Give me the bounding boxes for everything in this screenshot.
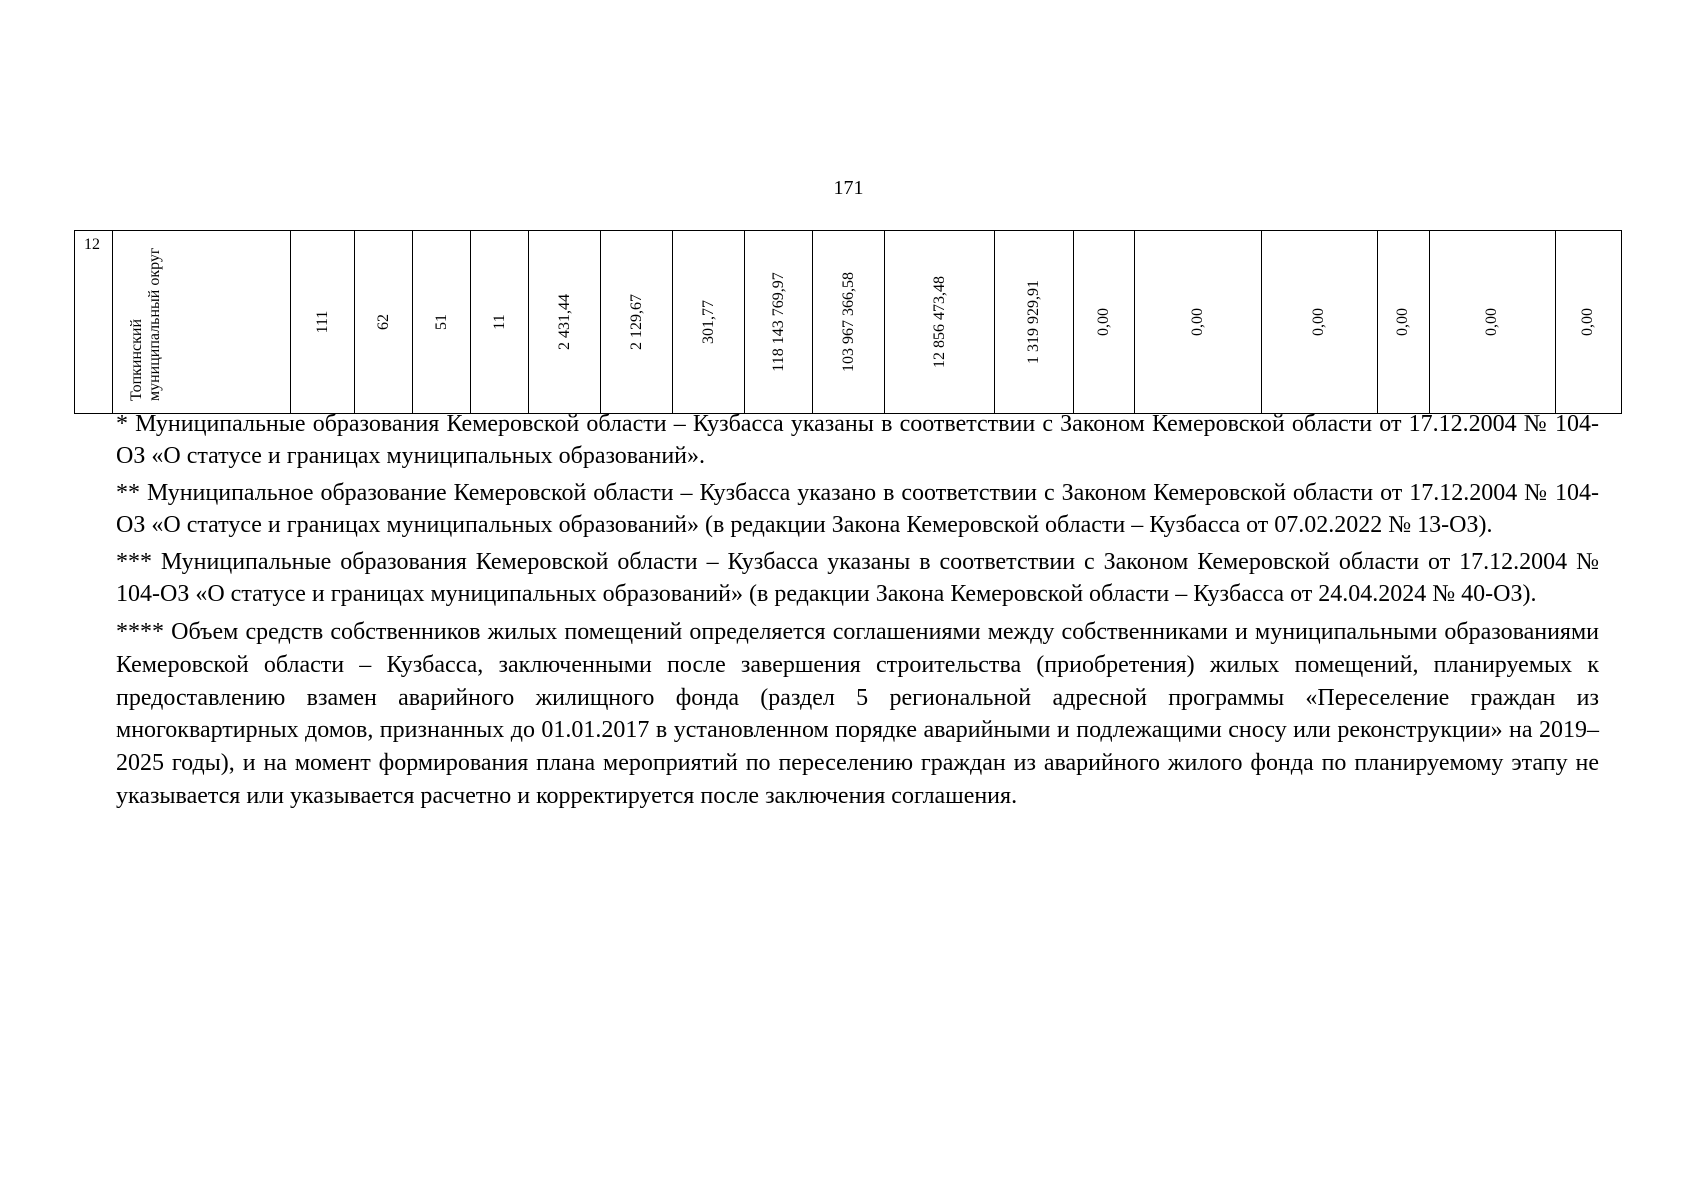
table-cell [1555,231,1621,414]
table-cell [813,231,885,414]
cell-value: 2 431,44 [555,294,573,350]
table-cell [995,231,1073,414]
cell-value: 2 129,67 [627,294,645,350]
cell-value: 51 [432,314,450,330]
municipality-cell [113,231,291,414]
cell-value: 0,00 [1188,308,1206,336]
footnote-1: * Муниципальные образования Кемеровской области – Кузбасса указаны в соответствии с Законом Кемеровской области от 17.12.2004 № 104-ОЗ «О статусе и границах муниципальных образований». [116,411,1599,469]
footnotes [116,408,1599,813]
table-cell [745,231,813,414]
cell-value: 0,00 [1394,308,1412,336]
table-row [75,231,1622,414]
cell-value: 0,00 [1483,308,1501,336]
municipality-name: Топкинский муниципальный округ [128,247,164,401]
table-cell [1134,231,1261,414]
cell-value: 0,00 [1094,308,1112,336]
cell-value: 62 [374,314,392,330]
footnote-4: **** Объем средств собственников жилых помещений определяется соглашениями между собственниками и муниципальными образованиями Кемеровской области – Кузбасса, заключенными после завершения строительства (приобретения) жилых помещений, планируемых к предоставлению взамен аварийного жилищного фонда (раздел 5 региональной адресной программы «Переселение граждан из многоквартирных домов, признанных до 01.01.2017 в установленном порядке аварийными и подлежащими сносу или реконструкции» на 2019–2025 годы), и на момент формирования плана мероприятий по переселению граждан из аварийного жилого фонда по планируемому этапу не указывается или указывается расчетно и корректируется после заключения соглашения. [116,619,1599,809]
cell-value: 1 319 929,91 [1024,280,1042,364]
table-cell [413,231,471,414]
table-cell [529,231,601,414]
table-cell [885,231,995,414]
row-number-cell [75,231,113,414]
cell-value: 118 143 769,97 [769,272,787,372]
cell-value: 0,00 [1310,308,1328,336]
cell-value: 111 [313,310,331,334]
page-number: 171 [833,177,864,199]
data-table [74,230,1622,414]
table-cell [1073,231,1134,414]
table-cell [673,231,745,414]
cell-value: 0,00 [1579,308,1597,336]
cell-value: 301,77 [699,300,717,344]
table-cell [355,231,413,414]
cell-value: 12 856 473,48 [930,276,948,368]
row-number: 12 [84,236,100,253]
table-cell [471,231,529,414]
table-cell [291,231,355,414]
table-cell [1261,231,1377,414]
table-cell [601,231,673,414]
footnote-3: *** Муниципальные образования Кемеровской области – Кузбасса указаны в соответствии с Законом Кемеровской области от 17.12.2004 № 104-ОЗ «О статусе и границах муниципальных образований» (в редакции Закона Кемеровской области – Кузбасса от 24.04.2024 № 40-ОЗ). [116,549,1599,607]
cell-value: 11 [490,314,508,330]
table-cell [1429,231,1555,414]
table-cell [1377,231,1429,414]
cell-value: 103 967 366,58 [839,272,857,372]
footnote-2: ** Муниципальное образование Кемеровской области – Кузбасса указано в соответствии с Законом Кемеровской области от 17.12.2004 № 104-ОЗ «О статусе и границах муниципальных образований» (в редакции Закона Кемеровской области – Кузбасса от 07.02.2022 № 13-ОЗ). [116,480,1599,538]
